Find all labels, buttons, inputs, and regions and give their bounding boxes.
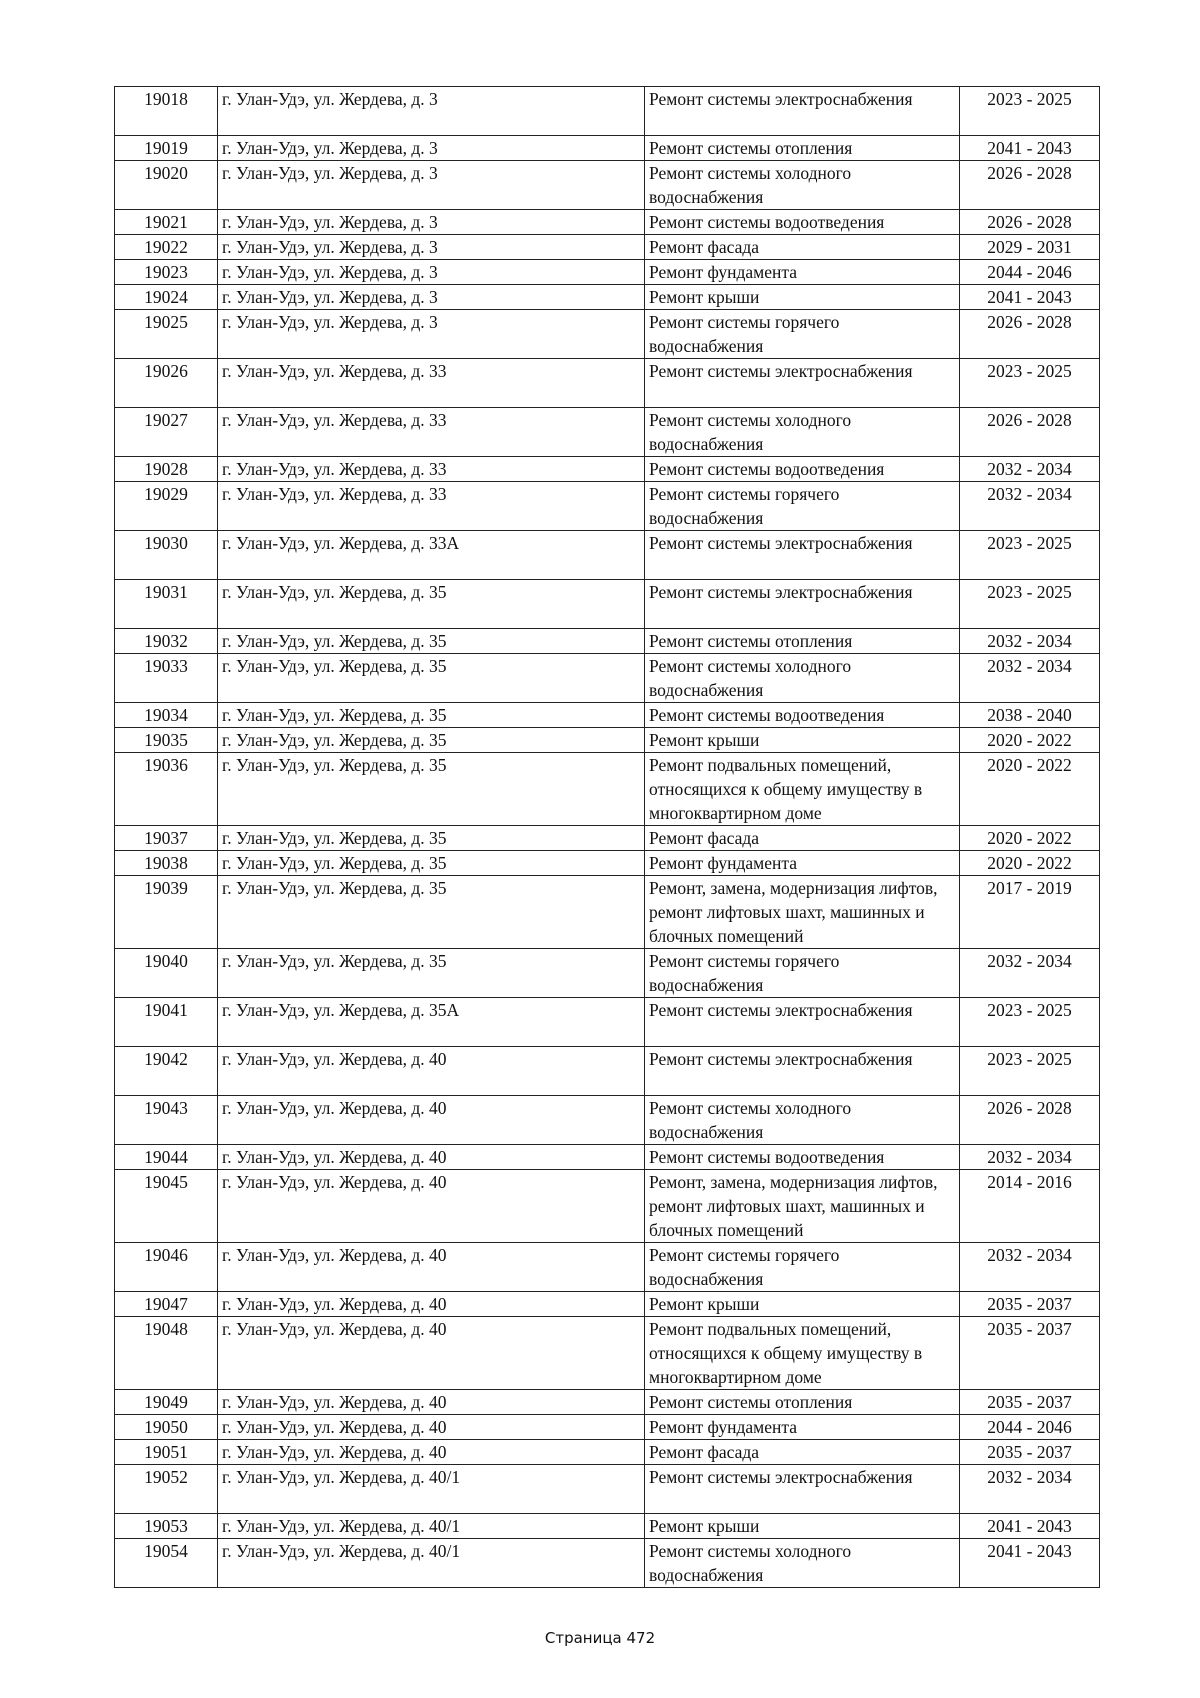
address-cell: г. Улан-Удэ, ул. Жердева, д. 35 [218, 753, 645, 826]
work-type-cell: Ремонт системы электроснабжения [645, 1465, 960, 1514]
address-cell: г. Улан-Удэ, ул. Жердева, д. 35 [218, 580, 645, 629]
period-cell: 2026 - 2028 [960, 1096, 1100, 1145]
work-type-cell: Ремонт системы холодного водоснабжения [645, 408, 960, 457]
table-row [115, 310, 1100, 359]
row-id-cell: 19053 [115, 1514, 218, 1539]
row-id-cell: 19020 [115, 161, 218, 210]
period-cell: 2014 - 2016 [960, 1170, 1100, 1243]
work-type-cell: Ремонт фундамента [645, 260, 960, 285]
table-row [115, 753, 1100, 826]
period-cell: 2041 - 2043 [960, 1514, 1100, 1539]
table-row [115, 1243, 1100, 1292]
row-id-cell: 19042 [115, 1047, 218, 1096]
period-cell: 2026 - 2028 [960, 310, 1100, 359]
row-id-cell: 19021 [115, 210, 218, 235]
row-id-cell: 19037 [115, 826, 218, 851]
work-type-cell: Ремонт системы электроснабжения [645, 359, 960, 408]
work-type-cell: Ремонт системы электроснабжения [645, 531, 960, 580]
table-row [115, 1317, 1100, 1390]
work-type-cell: Ремонт системы горячего водоснабжения [645, 949, 960, 998]
work-type-cell: Ремонт системы холодного водоснабжения [645, 1539, 960, 1588]
address-cell: г. Улан-Удэ, ул. Жердева, д. 35 [218, 876, 645, 949]
table-row [115, 1047, 1100, 1096]
address-cell: г. Улан-Удэ, ул. Жердева, д. 33 [218, 482, 645, 531]
row-id-cell: 19043 [115, 1096, 218, 1145]
period-cell: 2023 - 2025 [960, 580, 1100, 629]
address-cell: г. Улан-Удэ, ул. Жердева, д. 3 [218, 285, 645, 310]
row-id-cell: 19028 [115, 457, 218, 482]
row-id-cell: 19040 [115, 949, 218, 998]
address-cell: г. Улан-Удэ, ул. Жердева, д. 35 [218, 703, 645, 728]
period-cell: 2035 - 2037 [960, 1440, 1100, 1465]
table-row [115, 1415, 1100, 1440]
table-row [115, 580, 1100, 629]
work-type-cell: Ремонт системы водоотведения [645, 457, 960, 482]
row-id-cell: 19051 [115, 1440, 218, 1465]
row-id-cell: 19046 [115, 1243, 218, 1292]
period-cell: 2035 - 2037 [960, 1317, 1100, 1390]
work-type-cell: Ремонт системы холодного водоснабжения [645, 654, 960, 703]
address-cell: г. Улан-Удэ, ул. Жердева, д. 40 [218, 1390, 645, 1415]
address-cell: г. Улан-Удэ, ул. Жердева, д. 40 [218, 1243, 645, 1292]
row-id-cell: 19027 [115, 408, 218, 457]
period-cell: 2032 - 2034 [960, 949, 1100, 998]
work-type-cell: Ремонт системы электроснабжения [645, 580, 960, 629]
period-cell: 2026 - 2028 [960, 408, 1100, 457]
period-cell: 2032 - 2034 [960, 1145, 1100, 1170]
repair-schedule-table [114, 86, 1100, 1588]
row-id-cell: 19018 [115, 87, 218, 136]
row-id-cell: 19025 [115, 310, 218, 359]
row-id-cell: 19052 [115, 1465, 218, 1514]
period-cell: 2023 - 2025 [960, 1047, 1100, 1096]
table-row [115, 654, 1100, 703]
row-id-cell: 19032 [115, 629, 218, 654]
row-id-cell: 19047 [115, 1292, 218, 1317]
table-row [115, 136, 1100, 161]
address-cell: г. Улан-Удэ, ул. Жердева, д. 40 [218, 1292, 645, 1317]
row-id-cell: 19029 [115, 482, 218, 531]
table-row [115, 851, 1100, 876]
address-cell: г. Улан-Удэ, ул. Жердева, д. 33 [218, 408, 645, 457]
work-type-cell: Ремонт системы отопления [645, 136, 960, 161]
row-id-cell: 19019 [115, 136, 218, 161]
table-row [115, 1514, 1100, 1539]
row-id-cell: 19026 [115, 359, 218, 408]
address-cell: г. Улан-Удэ, ул. Жердева, д. 40 [218, 1096, 645, 1145]
work-type-cell: Ремонт фундамента [645, 851, 960, 876]
row-id-cell: 19044 [115, 1145, 218, 1170]
period-cell: 2032 - 2034 [960, 629, 1100, 654]
address-cell: г. Улан-Удэ, ул. Жердева, д. 3 [218, 235, 645, 260]
period-cell: 2023 - 2025 [960, 359, 1100, 408]
address-cell: г. Улан-Удэ, ул. Жердева, д. 33 [218, 359, 645, 408]
work-type-cell: Ремонт, замена, модернизация лифтов, ремонт лифтовых шахт, машинных и блочных помещений [645, 876, 960, 949]
address-cell: г. Улан-Удэ, ул. Жердева, д. 40/1 [218, 1465, 645, 1514]
work-type-cell: Ремонт фасада [645, 1440, 960, 1465]
row-id-cell: 19023 [115, 260, 218, 285]
table-row [115, 408, 1100, 457]
period-cell: 2035 - 2037 [960, 1390, 1100, 1415]
row-id-cell: 19033 [115, 654, 218, 703]
row-id-cell: 19049 [115, 1390, 218, 1415]
work-type-cell: Ремонт подвальных помещений, относящихся к общему имуществу в многоквартирном доме [645, 753, 960, 826]
table-row [115, 1096, 1100, 1145]
table-row [115, 1145, 1100, 1170]
table-row [115, 949, 1100, 998]
row-id-cell: 19045 [115, 1170, 218, 1243]
address-cell: г. Улан-Удэ, ул. Жердева, д. 40 [218, 1317, 645, 1390]
row-id-cell: 19054 [115, 1539, 218, 1588]
table-row [115, 161, 1100, 210]
work-type-cell: Ремонт системы горячего водоснабжения [645, 482, 960, 531]
row-id-cell: 19022 [115, 235, 218, 260]
address-cell: г. Улан-Удэ, ул. Жердева, д. 33 [218, 457, 645, 482]
address-cell: г. Улан-Удэ, ул. Жердева, д. 3 [218, 87, 645, 136]
period-cell: 2020 - 2022 [960, 728, 1100, 753]
address-cell: г. Улан-Удэ, ул. Жердева, д. 33А [218, 531, 645, 580]
table-row [115, 703, 1100, 728]
period-cell: 2026 - 2028 [960, 210, 1100, 235]
work-type-cell: Ремонт системы отопления [645, 629, 960, 654]
work-type-cell: Ремонт системы отопления [645, 1390, 960, 1415]
address-cell: г. Улан-Удэ, ул. Жердева, д. 35 [218, 826, 645, 851]
period-cell: 2023 - 2025 [960, 87, 1100, 136]
period-cell: 2020 - 2022 [960, 851, 1100, 876]
address-cell: г. Улан-Удэ, ул. Жердева, д. 40/1 [218, 1539, 645, 1588]
work-type-cell: Ремонт системы водоотведения [645, 703, 960, 728]
period-cell: 2041 - 2043 [960, 285, 1100, 310]
row-id-cell: 19035 [115, 728, 218, 753]
table-row [115, 457, 1100, 482]
work-type-cell: Ремонт, замена, модернизация лифтов, ремонт лифтовых шахт, машинных и блочных помещений [645, 1170, 960, 1243]
table-row [115, 1539, 1100, 1588]
table-row [115, 998, 1100, 1047]
work-type-cell: Ремонт фасада [645, 235, 960, 260]
address-cell: г. Улан-Удэ, ул. Жердева, д. 3 [218, 310, 645, 359]
address-cell: г. Улан-Удэ, ул. Жердева, д. 40 [218, 1170, 645, 1243]
period-cell: 2020 - 2022 [960, 826, 1100, 851]
table-row [115, 876, 1100, 949]
period-cell: 2035 - 2037 [960, 1292, 1100, 1317]
table-row [115, 235, 1100, 260]
table-row [115, 728, 1100, 753]
row-id-cell: 19024 [115, 285, 218, 310]
work-type-cell: Ремонт крыши [645, 1514, 960, 1539]
address-cell: г. Улан-Удэ, ул. Жердева, д. 35 [218, 654, 645, 703]
table-row [115, 87, 1100, 136]
table-row [115, 260, 1100, 285]
work-type-cell: Ремонт системы холодного водоснабжения [645, 1096, 960, 1145]
period-cell: 2032 - 2034 [960, 457, 1100, 482]
table-row [115, 1440, 1100, 1465]
table-row [115, 826, 1100, 851]
row-id-cell: 19039 [115, 876, 218, 949]
address-cell: г. Улан-Удэ, ул. Жердева, д. 40 [218, 1440, 645, 1465]
address-cell: г. Улан-Удэ, ул. Жердева, д. 35 [218, 851, 645, 876]
period-cell: 2017 - 2019 [960, 876, 1100, 949]
period-cell: 2023 - 2025 [960, 531, 1100, 580]
period-cell: 2029 - 2031 [960, 235, 1100, 260]
period-cell: 2044 - 2046 [960, 260, 1100, 285]
address-cell: г. Улан-Удэ, ул. Жердева, д. 35 [218, 728, 645, 753]
address-cell: г. Улан-Удэ, ул. Жердева, д. 40 [218, 1415, 645, 1440]
work-type-cell: Ремонт системы водоотведения [645, 1145, 960, 1170]
address-cell: г. Улан-Удэ, ул. Жердева, д. 3 [218, 260, 645, 285]
work-type-cell: Ремонт системы водоотведения [645, 210, 960, 235]
work-type-cell: Ремонт системы холодного водоснабжения [645, 161, 960, 210]
address-cell: г. Улан-Удэ, ул. Жердева, д. 3 [218, 161, 645, 210]
table-row [115, 1465, 1100, 1514]
period-cell: 2041 - 2043 [960, 136, 1100, 161]
address-cell: г. Улан-Удэ, ул. Жердева, д. 35 [218, 949, 645, 998]
row-id-cell: 19034 [115, 703, 218, 728]
table-row [115, 1170, 1100, 1243]
address-cell: г. Улан-Удэ, ул. Жердева, д. 3 [218, 210, 645, 235]
period-cell: 2032 - 2034 [960, 1465, 1100, 1514]
address-cell: г. Улан-Удэ, ул. Жердева, д. 40/1 [218, 1514, 645, 1539]
table-row [115, 629, 1100, 654]
table-row [115, 285, 1100, 310]
page-number: Страница 472 [544, 1629, 656, 1647]
period-cell: 2032 - 2034 [960, 1243, 1100, 1292]
work-type-cell: Ремонт крыши [645, 1292, 960, 1317]
period-cell: 2023 - 2025 [960, 998, 1100, 1047]
work-type-cell: Ремонт подвальных помещений, относящихся к общему имуществу в многоквартирном доме [645, 1317, 960, 1390]
address-cell: г. Улан-Удэ, ул. Жердева, д. 40 [218, 1047, 645, 1096]
work-type-cell: Ремонт системы горячего водоснабжения [645, 310, 960, 359]
table-body [115, 87, 1100, 1588]
row-id-cell: 19050 [115, 1415, 218, 1440]
work-type-cell: Ремонт крыши [645, 728, 960, 753]
work-type-cell: Ремонт фундамента [645, 1415, 960, 1440]
table-row [115, 1292, 1100, 1317]
work-type-cell: Ремонт фасада [645, 826, 960, 851]
address-cell: г. Улан-Удэ, ул. Жердева, д. 40 [218, 1145, 645, 1170]
address-cell: г. Улан-Удэ, ул. Жердева, д. 3 [218, 136, 645, 161]
address-cell: г. Улан-Удэ, ул. Жердева, д. 35 [218, 629, 645, 654]
address-cell: г. Улан-Удэ, ул. Жердева, д. 35А [218, 998, 645, 1047]
period-cell: 2044 - 2046 [960, 1415, 1100, 1440]
row-id-cell: 19031 [115, 580, 218, 629]
period-cell: 2026 - 2028 [960, 161, 1100, 210]
period-cell: 2020 - 2022 [960, 753, 1100, 826]
work-type-cell: Ремонт системы электроснабжения [645, 87, 960, 136]
period-cell: 2041 - 2043 [960, 1539, 1100, 1588]
period-cell: 2032 - 2034 [960, 654, 1100, 703]
work-type-cell: Ремонт крыши [645, 285, 960, 310]
table-row [115, 210, 1100, 235]
table-row [115, 1390, 1100, 1415]
work-type-cell: Ремонт системы электроснабжения [645, 998, 960, 1047]
work-type-cell: Ремонт системы горячего водоснабжения [645, 1243, 960, 1292]
row-id-cell: 19048 [115, 1317, 218, 1390]
table-row [115, 531, 1100, 580]
row-id-cell: 19030 [115, 531, 218, 580]
table-row [115, 482, 1100, 531]
period-cell: 2032 - 2034 [960, 482, 1100, 531]
row-id-cell: 19036 [115, 753, 218, 826]
row-id-cell: 19041 [115, 998, 218, 1047]
work-type-cell: Ремонт системы электроснабжения [645, 1047, 960, 1096]
table-row [115, 359, 1100, 408]
row-id-cell: 19038 [115, 851, 218, 876]
period-cell: 2038 - 2040 [960, 703, 1100, 728]
